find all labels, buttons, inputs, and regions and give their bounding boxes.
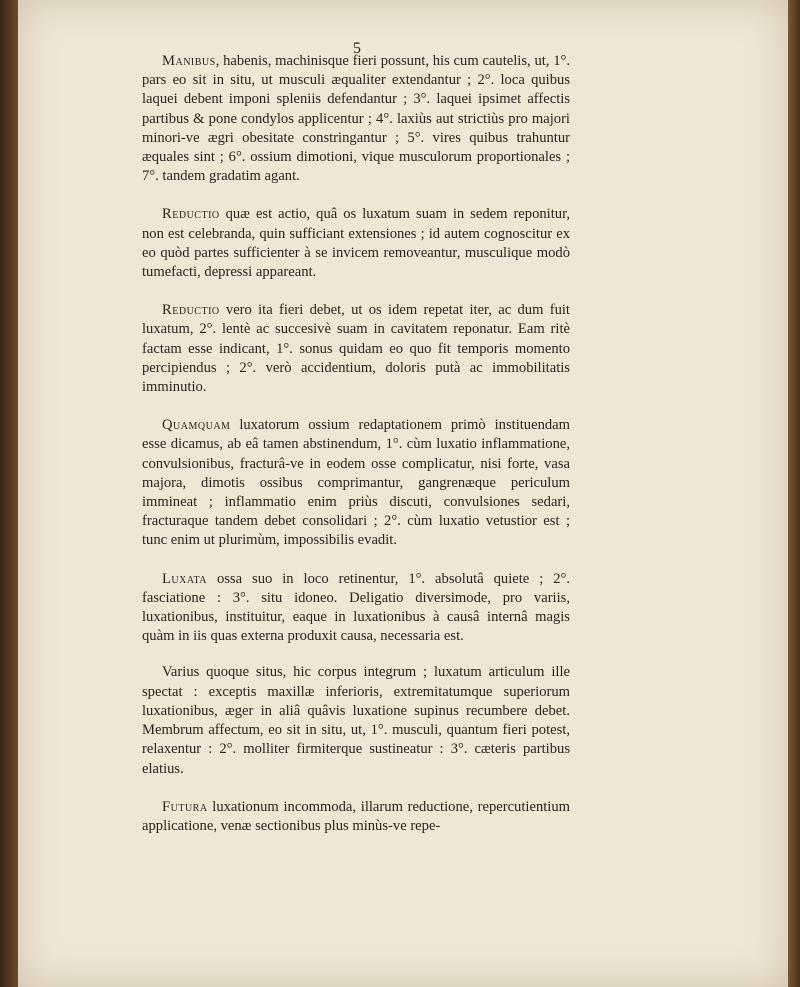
paragraph-lead: Reductio — [162, 302, 220, 319]
paragraph-lead: Luxata — [162, 570, 208, 587]
paragraph-text: luxatorum ossium redaptationem primò instituendam esse dicamus, ab eâ tamen abstinendum, 1°. cùm luxatio inflammatione, convulsionibus, fracturâ-ve in eodem osse complicatur, nisi forte, vasa majora, dimotis ossibus comprimantur, gangrenæque periculum immineat ; inflammatio enim priùs discuti, convulsiones sedari, fracturaque tandem debet consolidari ; 2°. cùm luxatio vetustior est ; tunc enim ut plurimùm, impossibilis evadit. — [142, 417, 570, 549]
page-edge — [788, 0, 800, 987]
paragraph-lead: Quamquam — [162, 417, 231, 434]
paragraph-text: luxationum incommoda, illarum reductione, repercutientium applicatione, venæ sectionibus plus minùs-ve repe- — [142, 798, 570, 834]
paragraph-lead: Reductio — [162, 206, 220, 223]
paragraph — [142, 570, 570, 647]
paragraph — [142, 301, 570, 397]
paragraph-text: quæ est actio, quâ os luxatum suam in sedem reponitur, non est celebranda, quin sufficiant extensiones ; id autem cognoscitur ex eo quòd partes sufficienter à se invicem removeantur, musculique modò tumefacti, depressi appareant. — [142, 206, 570, 281]
paragraph — [142, 416, 570, 550]
paragraph — [142, 663, 570, 778]
paragraph-lead: Futura — [162, 798, 208, 815]
paragraph-text: ossa suo in loco retinentur, 1°. absolutâ quiete ; 2°. fasciatione : 3°. situ idoneo. Deligatio diversimode, pro variis, luxationibus, instituitur, eaque in luxationibus à causâ internâ magis quàm in iis quas externa produxit causa, necessaria est. — [142, 570, 570, 645]
page-number: 5 — [353, 40, 361, 57]
paragraph-text: vero ita fieri debet, ut os idem repetat iter, ac dum fuit luxatum, 2°. lentè ac succesivè suam in cavitatem reponatur. Eam ritè factam esse indicant, 1°. sonus quidam eo quo fit temporis momento percipiendus ; 2°. verò accidentium, doloris putà ac immobilitatis imminutio. — [142, 302, 570, 396]
book-spine — [0, 0, 18, 987]
paragraph — [142, 798, 570, 836]
paragraph-lead: Manibus — [162, 53, 216, 69]
paragraph-text: Varius quoque situs, hic corpus integrum ; luxatum articulum ille spectat : exceptis maxillæ inferioris, extremitatumque superiorum luxationibus, æger in aliâ quâvis luxatione supinus recumbere debet. Membrum affectum, eo sit in situ, ut, 1°. musculi, quantum fieri potest, relaxentur : 2°. molliter firmiterque sustineatur : 3°. cæteris partibus elatius. — [142, 664, 570, 777]
paragraph — [142, 205, 570, 282]
paragraph-text: , habenis, machinisque fieri possunt, his cum cautelis, ut, 1°. pars eo sit in situ, ut musculi æqualiter extendantur ; 2°. loca quibus laquei debent imponi spleniis defendantur ; 3°. laquei ipsimet affectis partibus & pone condylos applicentur ; 4°. laxiùs aut strictiùs pro majori minori-ve ægri obesitate constringantur ; 5°. vires quibus trahuntur æquales sint ; 6°. ossium dimotioni, vique musculorum proportionales ; 7°. tandem gradatim agant. — [142, 53, 570, 185]
paragraph — [142, 52, 570, 186]
body-text — [142, 52, 570, 855]
